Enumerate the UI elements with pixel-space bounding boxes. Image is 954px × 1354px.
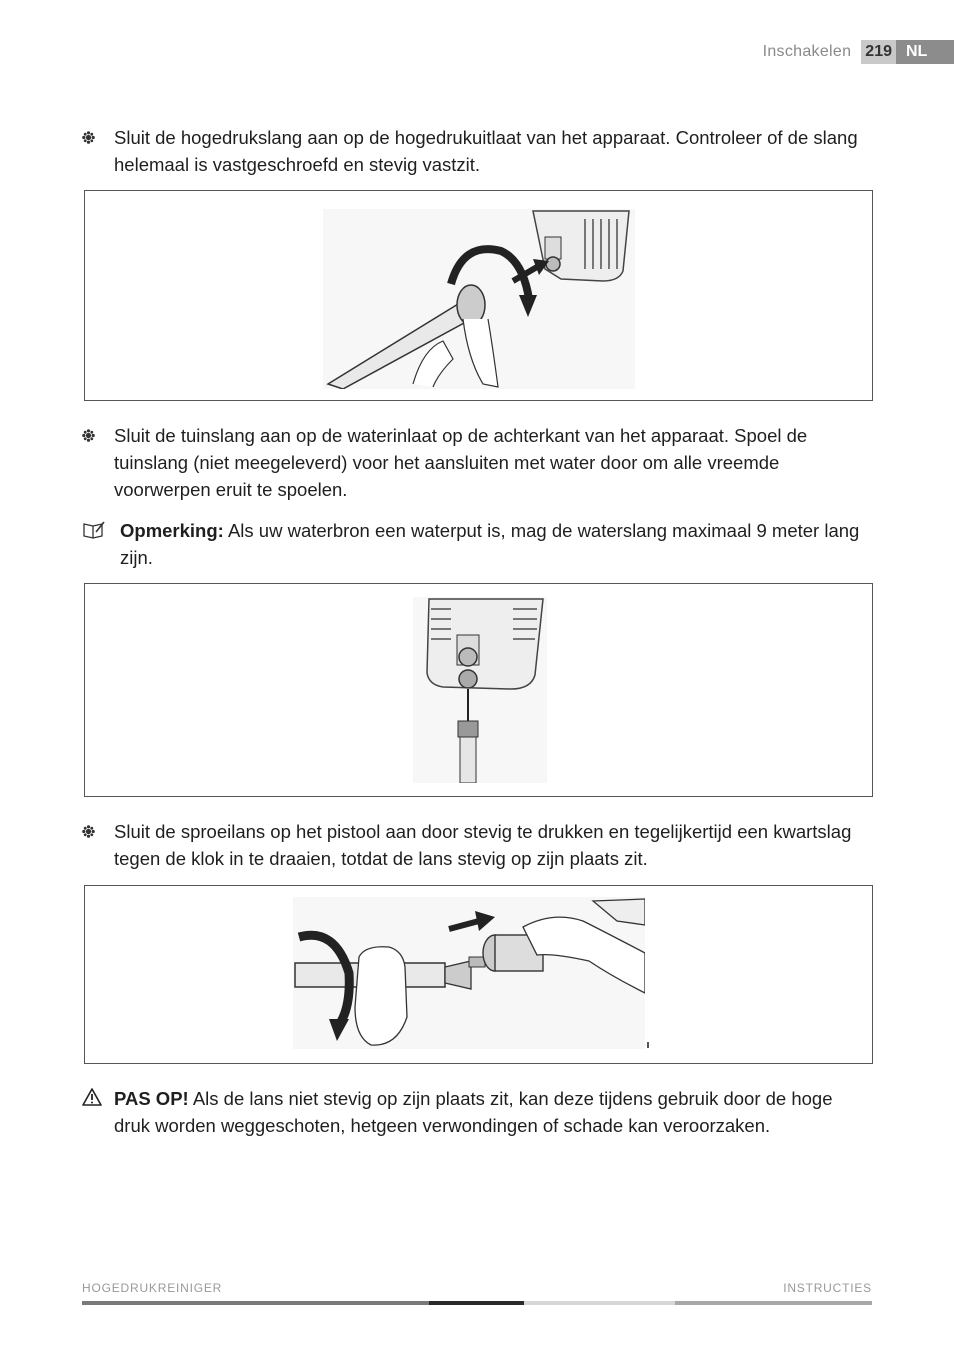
footer-bar-segment [675, 1301, 872, 1305]
garden-hose-illustration [413, 597, 547, 783]
bullet-text: Sluit de hogedrukslang aan op de hogedrukuitlaat van het apparaat. Controleer of de slang helemaal is vastgeschroefd en stevig vastzit. [114, 127, 858, 175]
figure-spray-lance [84, 885, 873, 1064]
footer-right-label: INSTRUCTIES [783, 1281, 872, 1295]
book-pencil-icon [82, 517, 120, 571]
bullet-text: Sluit de sproeilans op het pistool aan door stevig te drukken en tegelijkertijd een kwartslag tegen de klok in te draaien, totdat de lans stevig op zijn plaats zit. [114, 821, 852, 869]
flower-bullet-icon [82, 422, 114, 503]
footer-bar-segment [524, 1301, 675, 1305]
page-number: 219 [861, 40, 896, 64]
instruction-bullet-3 [82, 818, 872, 872]
footer-bar-segment [82, 1301, 429, 1305]
spray-lance-illustration [293, 897, 645, 1049]
flower-bullet-icon [82, 124, 114, 178]
instruction-bullet-1 [82, 124, 872, 178]
warning-block [82, 1085, 872, 1139]
instruction-bullet-2 [82, 422, 872, 503]
warning-text: Als de lans niet stevig op zijn plaats zit, kan deze tijdens gebruik door de hoge druk worden weggeschoten, hetgeen verwondingen of schade kan veroorzaken. [114, 1088, 833, 1136]
tick-mark [647, 1042, 649, 1048]
language-badge: NL [896, 40, 954, 64]
figure-hose-connection [84, 190, 873, 401]
section-title: Inschakelen [762, 43, 852, 60]
figure-garden-hose [84, 583, 873, 797]
warning-label: PAS OP! [114, 1088, 189, 1109]
footer-left-label: HOGEDRUKREINIGER [82, 1281, 223, 1295]
warning-triangle-icon [82, 1085, 114, 1139]
footer-bar [82, 1301, 872, 1305]
note-label: Opmerking: [120, 520, 224, 541]
hose-connection-illustration [323, 209, 635, 389]
flower-bullet-icon [82, 818, 114, 872]
page-header [763, 40, 954, 64]
bullet-text: Sluit de tuinslang aan op de waterinlaat op de achterkant van het apparaat. Spoel de tuinslang (niet meegeleverd) voor het aansluiten met water door om alle vreemde voorwerpen eruit te spoelen. [114, 425, 808, 500]
footer-bar-segment [429, 1301, 524, 1305]
note-block [82, 517, 872, 571]
note-text: Als uw waterbron een waterput is, mag de waterslang maximaal 9 meter lang zijn. [120, 520, 860, 568]
